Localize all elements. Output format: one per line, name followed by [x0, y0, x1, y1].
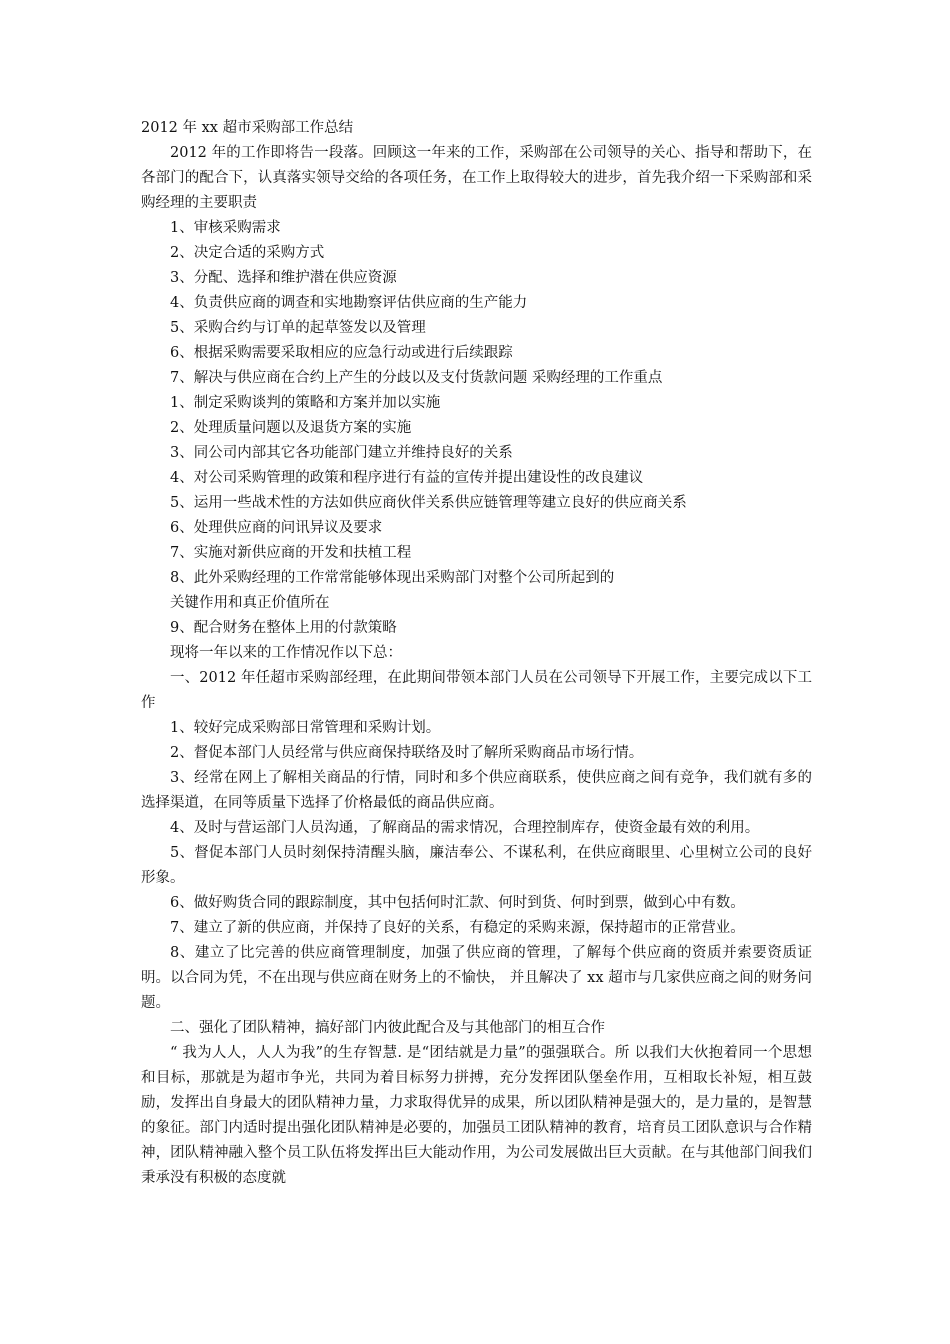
- document-title: 2012 年 xx 超市采购部工作总结: [141, 120, 354, 136]
- section1-item: 6、做好购货合同的跟踪制度，其中包括何时汇款、何时到货、何时到票，做到心中有数。: [170, 895, 745, 911]
- section1-heading: 一、2012 年任超市采购部经理，在此期间带领本部门人员在公司领导下开展工作，主要完成以下工作: [141, 670, 812, 711]
- focus-item: 关键作用和真正价值所在: [170, 595, 330, 611]
- duty-item: 4、负责供应商的调查和实地勘察评估供应商的生产能力: [170, 295, 528, 311]
- section1-item: 4、及时与营运部门人员沟通，了解商品的需求情况，合理控制库存，使资金最有效的利用。: [170, 820, 760, 836]
- focus-item: 9、配合财务在整体上用的付款策略: [170, 620, 397, 636]
- section1-item: 8、建立了比完善的供应商管理制度，加强了供应商的管理，了解每个供应商的资质并索要资质证明。以合同为凭，不在出现与供应商在财务上的不愉快， 并且解决了 xx 超市与几家供应商之间的财务问题。: [141, 945, 812, 1011]
- focus-item: 6、处理供应商的问讯异议及要求: [170, 520, 383, 536]
- section2-body: “ 我为人人，人人为我”的生存智慧. 是“团结就是力量”的强强联合。所 以我们大伙抱着同一个思想和目标，那就是为超市争光，共同为着目标努力拼搏，充分发挥团队堡垒作用，互相取长补短，相互鼓励，发挥出自身最大的团队精神力量，力求取得优异的成果，所以团队精神是强大的，是力量的，是智慧的象征。部门内适时提出强化团队精神是必要的，加强员工团队精神的教育，培育员工团队意识与合作精神，团队精神融入整个员工队伍将发挥出巨大能动作用，为公司发展做出巨大贡献。在与其他部门间我们秉承没有积极的态度就: [141, 1045, 812, 1186]
- focus-item: 5、运用一些战术性的方法如供应商伙伴关系供应链管理等建立良好的供应商关系: [170, 495, 687, 511]
- duty-item: 6、根据采购需要采取相应的应急行动或进行后续跟踪: [170, 345, 513, 361]
- intro-paragraph: 2012 年的工作即将告一段落。回顾这一年来的工作，采购部在公司领导的关心、指导和帮助下，在各部门的配合下，认真落实领导交给的各项任务，在工作上取得较大的进步，首先我介绍一下采购部和采购经理的主要职责: [141, 145, 812, 211]
- section1-item: 1、较好完成采购部日常管理和采购计划。: [170, 720, 441, 736]
- focus-item: 2、处理质量问题以及退货方案的实施: [170, 420, 412, 436]
- duty-item: 3、分配、选择和维护潜在供应资源: [170, 270, 397, 286]
- section1-item: 2、督促本部门人员经常与供应商保持联络及时了解所采购商品市场行情。: [170, 745, 644, 761]
- summary-intro: 现将一年以来的工作情况作以下总：: [170, 645, 402, 661]
- duty-item: 2、决定合适的采购方式: [170, 245, 325, 261]
- section2-heading: 二、强化了团队精神，搞好部门内彼此配合及与其他部门的相互合作: [170, 1020, 605, 1036]
- focus-item: 1、制定采购谈判的策略和方案并加以实施: [170, 395, 441, 411]
- focus-item: 7、实施对新供应商的开发和扶植工程: [170, 545, 412, 561]
- section1-item: 3、经常在网上了解相关商品的行情，同时和多个供应商联系，使供应商之间有竞争，我们就有多的选择渠道，在同等质量下选择了价格最低的商品供应商。: [141, 770, 812, 811]
- duty-item: 1、审核采购需求: [170, 220, 281, 236]
- duty-item: 7、解决与供应商在合约上产生的分歧以及支付货款问题 采购经理的工作重点: [170, 370, 663, 386]
- focus-item: 4、对公司采购管理的政策和程序进行有益的宣传并提出建设性的改良建议: [170, 470, 644, 486]
- duty-item: 5、采购合约与订单的起草签发以及管理: [170, 320, 426, 336]
- section1-item: 7、建立了新的供应商，并保持了良好的关系，有稳定的采购来源，保持超市的正常营业。: [170, 920, 745, 936]
- focus-item: 8、此外采购经理的工作常常能够体现出采购部门对整个公司所起到的: [170, 570, 615, 586]
- section1-item: 5、督促本部门人员时刻保持清醒头脑，廉洁奉公、不谋私利，在供应商眼里、心里树立公司的良好形象。: [141, 845, 812, 886]
- focus-item: 3、同公司内部其它各功能部门建立并维持良好的关系: [170, 445, 513, 461]
